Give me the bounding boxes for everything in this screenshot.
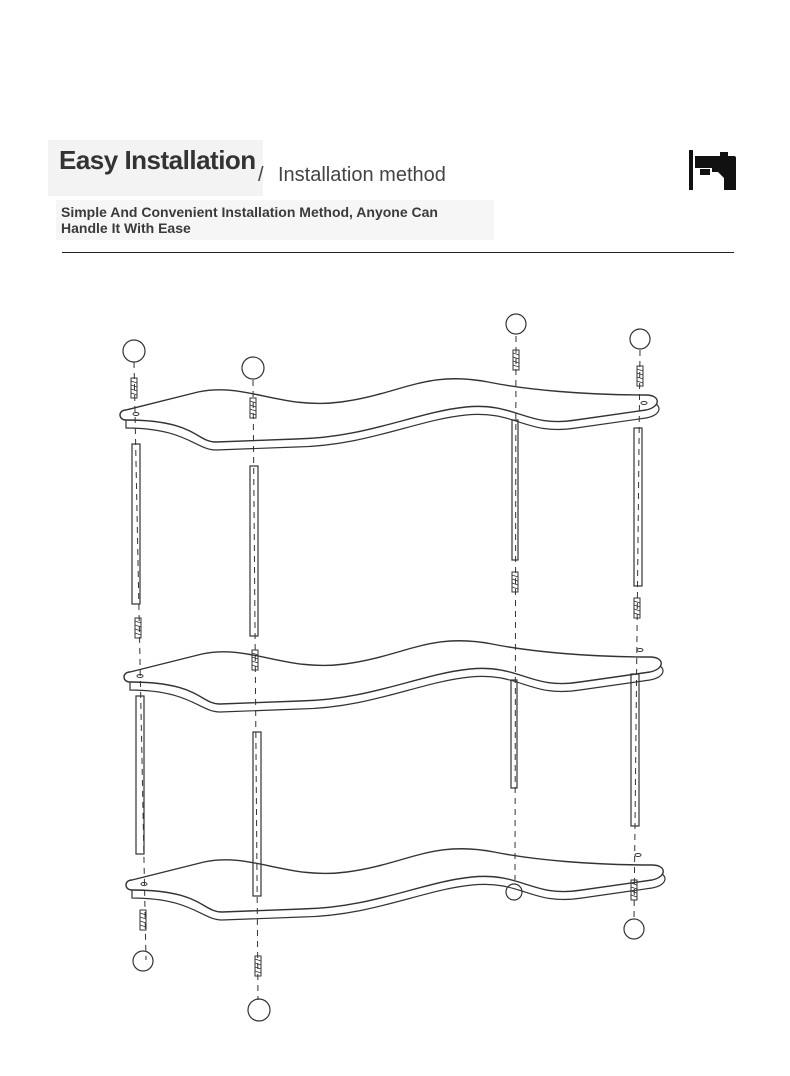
shelf-top (120, 379, 659, 450)
drill-icon (686, 148, 738, 194)
rods-upper (132, 420, 642, 636)
page-description: Simple And Convenient Installation Method, Anyone Can Handle It With Ease (61, 204, 438, 236)
screws (131, 350, 643, 976)
header-divider (62, 252, 734, 253)
page-title: Easy Installation (59, 145, 256, 175)
shelf-bottom (126, 849, 665, 920)
rods-lower (136, 674, 639, 896)
title-separator: / (258, 164, 264, 186)
shelf-assembly-diagram (0, 260, 790, 1060)
page-subtitle: Installation method (278, 164, 446, 186)
holes (133, 402, 647, 886)
shelf-middle (124, 641, 663, 712)
